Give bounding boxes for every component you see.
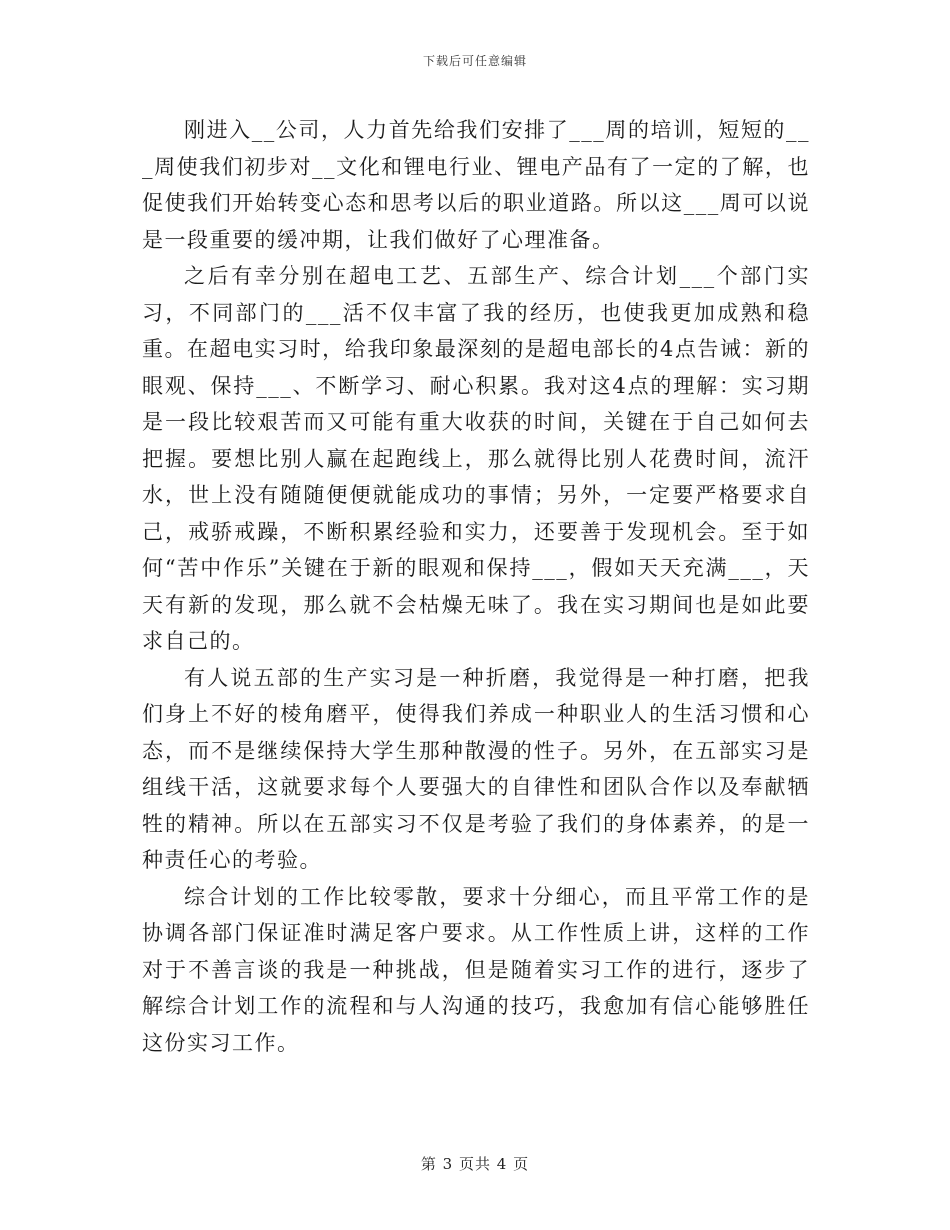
paragraph-training: 刚进入__公司，人力首先给我们安排了___周的培训，短短的___周使我们初步对__文化和锂电行业、锂电产品有了一定的了解，也促使我们开始转变心态和思考以后的职业道路。所以这___周可以说是一段重要的缓冲期，让我们做好了心理准备。 — [142, 118, 810, 252]
document-body — [142, 112, 810, 1061]
paragraph-departments: 之后有幸分别在超电工艺、五部生产、综合计划___个部门实习，不同部门的___活不仅丰富了我的经历，也使我更加成熟和稳重。在超电实习时，给我印象最深刻的是超电部长的4点告诫：新的眼观、保持___、不断学习、耐心积累。我对这4点的理解：实习期是一段比较艰苦而又可能有重大收获的时间，关键在于自己如何去把握。要想比别人赢在起跑线上，那么就得比别人花费时间，流汗水，世上没有随随便便就能成功的事情；另外，一定要严格要求自己，戒骄戒躁，不断积累经验和实力，还要善于发现机会。至于如何“苦中作乐”关键在于新的眼观和保持___，假如天天充满___，天天有新的发现，那么就不会枯燥无味了。我在实习期间也是如此要求自己的。 — [142, 264, 810, 653]
paragraph-planning: 综合计划的工作比较零散，要求十分细心，而且平常工作的是协调各部门保证准时满足客户要求。从工作性质上讲，这样的工作对于不善言谈的我是一种挑战，但是随着实习工作的进行，逐步了解综合计划工作的流程和与人沟通的技巧，我愈加有信心能够胜任这份实习工作。 — [142, 884, 810, 1055]
paragraph-production: 有人说五部的生产实习是一种折磨，我觉得是一种打磨，把我们身上不好的棱角磨平，使得我们养成一种职业人的生活习惯和心态，而不是继续保持大学生那种散漫的性子。另外，在五部实习是组线干活，这就要求每个人要强大的自律性和团队合作以及奉献牺牲的精神。所以在五部实习不仅是考验了我们的身体素养，的是一种责任心的考验。 — [142, 665, 810, 872]
page-number: 第 3 页共 4 页 — [420, 1155, 530, 1173]
page-header: 下载后可任意编辑 — [422, 54, 527, 68]
